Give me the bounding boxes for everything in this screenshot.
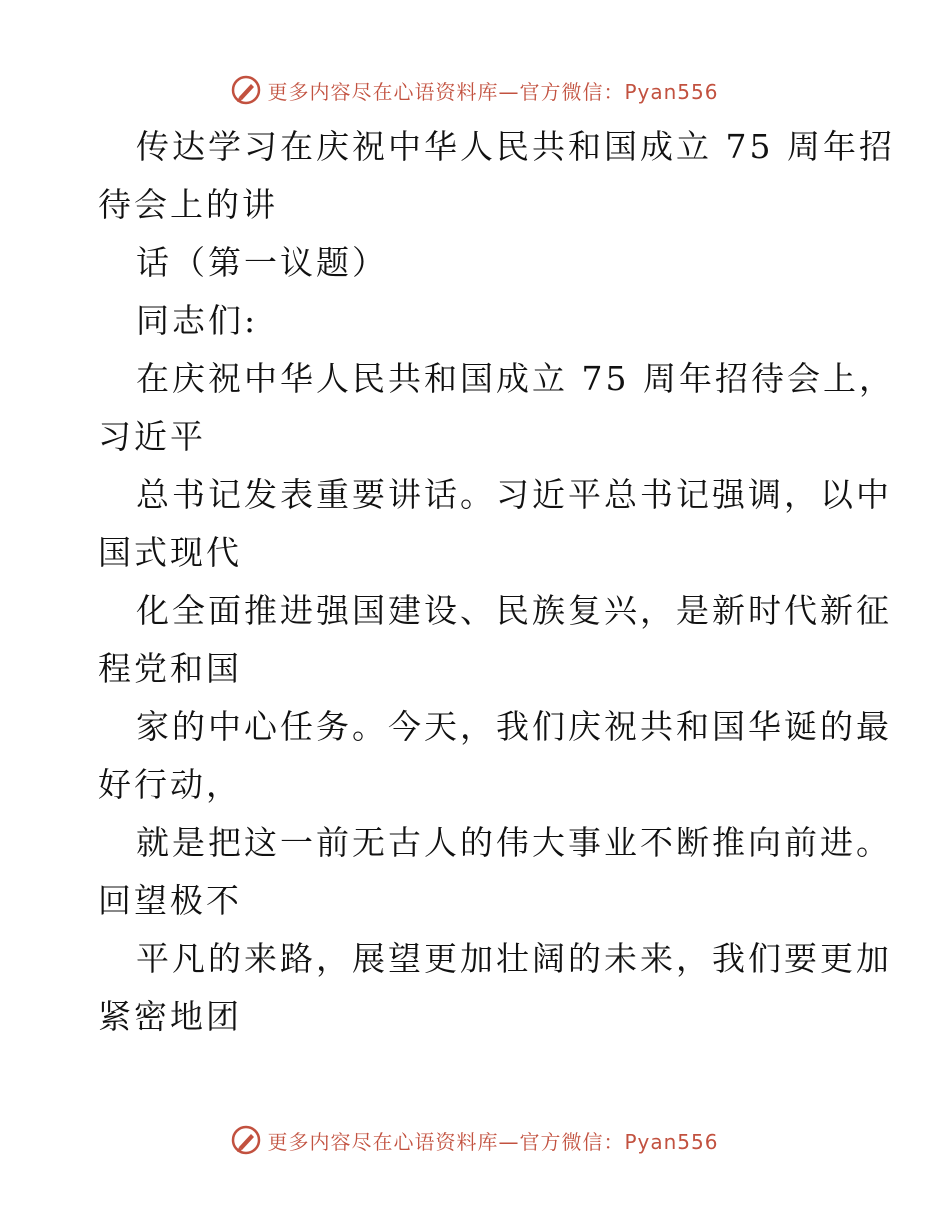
paragraph-line: 平凡的来路，展望更加壮阔的未来，我们要更加 bbox=[136, 939, 892, 978]
footer-banner-text: 更多内容尽在心语资料库—官方微信：Pyan556 bbox=[267, 1129, 719, 1154]
paragraph-line: 在庆祝中华人民共和国成立 75 周年招待会上， bbox=[136, 359, 895, 398]
paragraph-line: 总书记发表重要讲话。习近平总书记强调，以中 bbox=[136, 475, 892, 514]
pen-logo-icon bbox=[231, 1125, 261, 1155]
paragraph-line: 化全面推进强国建设、民族复兴，是新时代新征 bbox=[136, 591, 892, 630]
footer-banner bbox=[0, 1120, 950, 1160]
paragraph-line: 就是把这一前无古人的伟大事业不断推向前进。 bbox=[136, 823, 892, 862]
paragraph-line: 程党和国 bbox=[98, 649, 242, 688]
paragraph-line: 好行动， bbox=[98, 765, 242, 804]
paragraph-line: 家的中心任务。今天，我们庆祝共和国华诞的最 bbox=[136, 707, 892, 746]
title-line-3: 话（第一议题） bbox=[136, 243, 388, 282]
header-banner-text: 更多内容尽在心语资料库—官方微信：Pyan556 bbox=[267, 79, 719, 104]
title-line-2: 待会上的讲 bbox=[98, 185, 278, 224]
title-line-1: 传达学习在庆祝中华人民共和国成立 75 周年招 bbox=[136, 127, 895, 166]
paragraph-line: 紧密地团 bbox=[98, 997, 242, 1036]
header-banner bbox=[0, 70, 950, 110]
salutation: 同志们: bbox=[136, 301, 259, 340]
paragraph-line: 回望极不 bbox=[98, 881, 242, 920]
document-body bbox=[98, 118, 895, 1046]
paragraph-line: 国式现代 bbox=[98, 533, 242, 572]
pen-logo-icon bbox=[231, 75, 261, 105]
paragraph-line: 习近平 bbox=[98, 417, 206, 456]
